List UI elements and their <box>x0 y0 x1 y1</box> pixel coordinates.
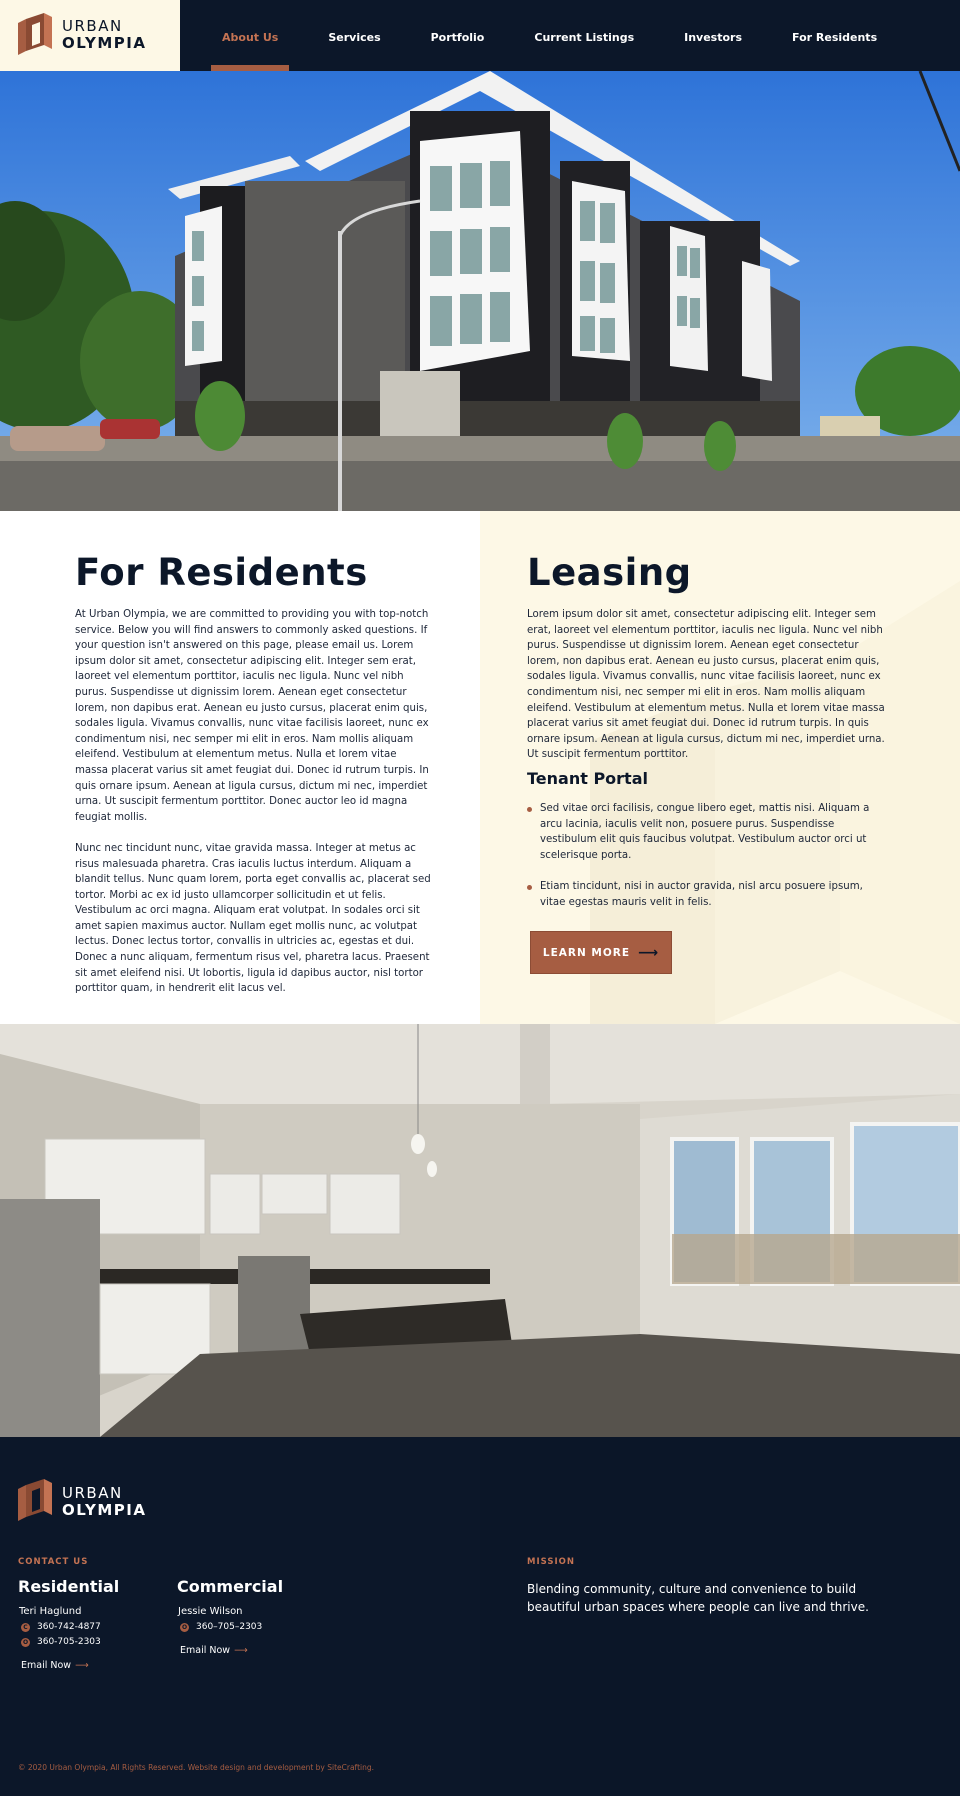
page-title: For Residents <box>75 551 368 594</box>
residents-column <box>0 511 480 1024</box>
hero-building-photo <box>0 71 960 511</box>
leasing-title: Leasing <box>527 551 692 594</box>
nav-current-listings[interactable]: Current Listings <box>534 31 635 44</box>
urban-olympia-logo-icon <box>18 1479 52 1521</box>
logo-line-urban: URBAN <box>62 1484 123 1502</box>
logo-line-olympia: OLYMPIA <box>62 34 147 52</box>
tenant-portal-list <box>527 801 887 926</box>
residential-phone-cell[interactable] <box>18 1622 119 1632</box>
nav-for-residents[interactable]: For Residents <box>792 31 878 44</box>
mission-label: MISSION <box>527 1557 575 1567</box>
learn-more-label: LEARN MORE <box>542 946 631 959</box>
commercial-phone-office[interactable] <box>177 1622 283 1632</box>
commercial-contact-name: Jessie Wilson <box>178 1606 243 1617</box>
residential-title: Residential <box>18 1577 120 1596</box>
leasing-body: Lorem ipsum dolor sit amet, consectetur adipiscing elit. Integer sem erat, laoreet vel elementum porttitor, iaculis nec ligula. Nunc vel nibh purus. Suspendisse ut dignissim lorem. Aenean eget consectetur lorem, non dapibus erat. Aenean eu justo cursus, placerat enim quis, sodales ligula. Vivamus convallis, nunc vitae facilisis laoreet, nunc ex condimentum nisi, nec semper mi elit in eros. Nam mollis aliquam eleifend. Vestibulum at elementum metus. Nulla et lorem vitae massa placerat varius sit amet feugiat dui. Donec id rutrum turpis. In quis ornare ipsum. Aenean at ligula cursus, dictum mi nec, imperdiet urna. Ut suscipit fermentum porttitor. <box>527 609 885 761</box>
arrow-right-icon: ⟶ <box>75 1660 89 1671</box>
logo-line-urban: URBAN <box>62 17 123 35</box>
logo-wordmark <box>62 18 146 52</box>
tenant-portal-title: Tenant Portal <box>527 769 648 788</box>
phone-number: 360-705-2303 <box>37 1637 101 1647</box>
kitchen-illustration <box>0 1024 960 1437</box>
commercial-email-link[interactable] <box>177 1645 248 1656</box>
footer-right-panel <box>480 1437 960 1796</box>
commercial-contact <box>177 1577 283 1657</box>
mission-text: Blending community, culture and convenience to build beautiful urban spaces where people can live and thrive. <box>527 1582 869 1614</box>
main-nav <box>211 0 916 71</box>
phone-number: 360-742-4877 <box>37 1622 101 1632</box>
urban-olympia-logo-icon <box>18 13 52 55</box>
residents-body <box>75 607 431 995</box>
site-header <box>0 0 960 71</box>
nav-services[interactable]: Services <box>328 31 381 44</box>
email-now-label: Email Now <box>180 1645 231 1656</box>
logo-line-olympia: OLYMPIA <box>62 1501 147 1519</box>
copyright-text: © 2020 Urban Olympia, All Rights Reserved. Website design and development by SiteCrafting. <box>18 1763 374 1772</box>
residents-paragraph-2: Nunc nec tincidunt nunc, vitae gravida massa. Integer at metus ac risus malesuada pharetra. Cras iaculis luctus interdum. Aliquam a blandit tellus. Nunc quam lorem, porta eget convallis ac, placerat sed tortor. Morbi ac ex id justo ullamcorper sollicitudin et ut felis. Vestibulum ac orci magna. Aliquam erat volutpat. In sodales orci sit amet sapien maximus auctor. Nullam eget mollis nunc, ac volutpat lectus. Donec lectus tortor, convallis in ultricies ac, egestas et dui. Donec a nunc aliquam, fermentum risus vel, pharetra lacus. Praesent sit amet eleifend nisi. Ut lobortis, ligula id dapibus auctor, nisl tortor porttitor quam, in hendrerit elit lacus vel. <box>75 842 431 995</box>
content-section <box>0 511 960 1024</box>
list-item: Etiam tincidunt, nisi in auctor gravida, nisl arcu posuere ipsum, vitae egestas mauris velit in felis. <box>527 879 887 910</box>
phone-number: 360–705–2303 <box>196 1622 263 1632</box>
email-now-label: Email Now <box>21 1660 72 1671</box>
leasing-column <box>480 511 960 1024</box>
nav-investors[interactable]: Investors <box>684 31 743 44</box>
residential-contact <box>18 1577 119 1672</box>
nav-about-us[interactable]: About Us <box>211 0 289 71</box>
logo-link[interactable] <box>0 0 180 71</box>
arrow-right-icon: ⟶ <box>234 1645 248 1656</box>
cell-phone-icon: C <box>21 1623 30 1632</box>
building-illustration <box>0 71 960 511</box>
footer-logo-wordmark[interactable] <box>62 1485 146 1519</box>
residential-phone-office[interactable] <box>18 1637 119 1647</box>
residential-email-link[interactable] <box>18 1660 89 1671</box>
learn-more-button[interactable] <box>530 931 672 974</box>
interior-kitchen-photo <box>0 1024 960 1437</box>
site-footer <box>0 1437 960 1796</box>
arrow-right-icon: ⟶ <box>638 944 660 961</box>
nav-portfolio[interactable]: Portfolio <box>430 31 485 44</box>
office-phone-icon: O <box>181 1623 188 1631</box>
residential-contact-name: Teri Haglund <box>19 1606 82 1617</box>
commercial-title: Commercial <box>177 1577 284 1596</box>
office-phone-icon: O <box>22 1638 29 1646</box>
residents-paragraph-1: At Urban Olympia, we are committed to providing you with top-notch service. Below you will find answers to commonly asked questions. If your question isn't answered on this page, please email us. Lorem ipsum dolor sit amet, consectetur adipiscing elit. Integer sem erat, laoreet vel elementum porttitor, iaculis nec ligula. Nunc vel nibh purus. Suspendisse ut dignissim lorem. Aenean eget consectetur lorem, non dapibus erat. Aenean eu justo cursus, placerat enim quis, sodales ligula. Vivamus convallis, nunc vitae facilisis laoreet, nunc ex condimentum nisi, nec semper mi elit in eros. Nam mollis aliquam eleifend. Vestibulum at elementum metus. Nulla et lorem vitae massa placerat varius sit amet feugiat dui. Donec id rutrum turpis. In quis ornare ipsum. Aenean at ligula cursus, dictum mi nec, imperdiet urna. Ut suscipit fermentum porttitor. Donec auctor leo id magna feugiat mollis. <box>75 609 429 823</box>
list-item: Sed vitae orci facilisis, congue libero eget, mattis nisi. Aliquam a arcu lacinia, iaculis velit non, posuere purus. Suspendisse vestibulum elit quis faucibus volutpat. Vestibulum auctor orci ut scelerisque porta. <box>527 801 887 863</box>
contact-us-label: CONTACT US <box>18 1557 89 1567</box>
